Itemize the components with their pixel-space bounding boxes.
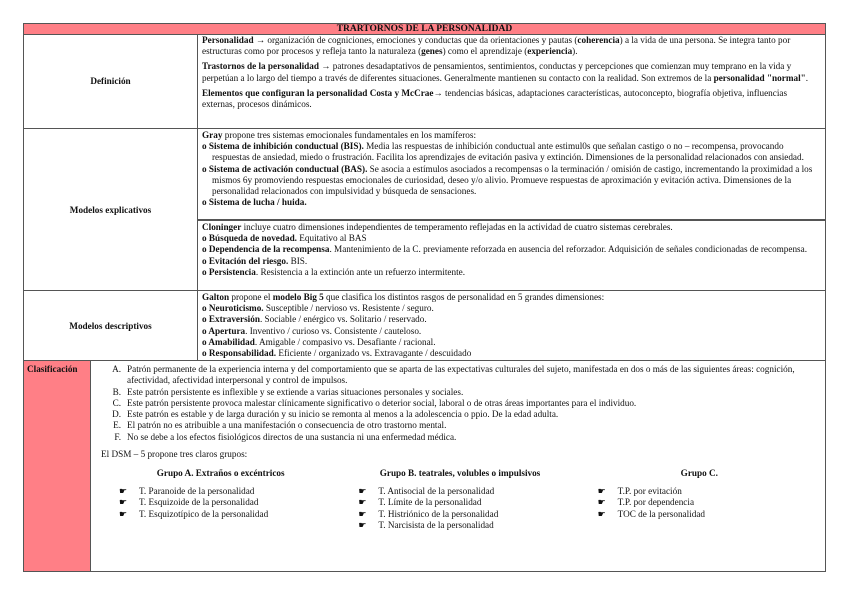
list-item: o Búsqueda de novedad. Equitativo al BAS (202, 233, 821, 244)
cloninger-model: Cloninger incluye cuatro dimensiones independientes de temperamento reflejadas en la actividad de cuatro sistemas cerebrales. o Búsqueda de novedad. Equitativo al BAS o Dependencia de la recompensa. Mantenimiento de la C. previamente reforzada en ausencia del reforzador. Adquisición de señales condicionadas de recompensa. o Evitación del riesgo. BIS. o Persistencia. Resistencia a la extinción ante un refuerzo intermitente. (198, 221, 825, 291)
list-item: o Neuroticismo. Susceptible / nervioso vs. Resistente / seguro. (202, 303, 821, 314)
criterion: B. Este patrón persistente es inflexible y se extiende a varias situaciones personales y sociales. (112, 386, 464, 397)
group-a: Grupo A. Extraños o excéntricos ☛ T. Paranoide de la personalidad ☛ T. Esquizoide de la personalidad ☛ T. Esquizotípico de la personalidad (101, 468, 340, 531)
def-trastornos: Trastornos de la personalidad → patrones desadaptativos de pensamientos, sentimientos, conductas y percepciones que comienzan muy temprano en la vida y perpetúan a lo largo del tiempo a través de diferentes situaciones. Generalmente mantienen su contacto con la realidad. Son extremos de la personalidad "normal". (202, 61, 809, 83)
hand-pointer-icon: ☛ (597, 497, 606, 508)
group-c: Grupo C. ☛ T.P. por evitación ☛ T.P. por dependencia ☛ TOC de la personalidad (580, 468, 819, 531)
hand-pointer-icon: ☛ (358, 485, 367, 496)
big5-model: Galton propone el modelo Big 5 que clasifica los distintos rasgos de personalidad en 5 grandes dimensiones: o Neuroticismo. Susceptible / nervioso vs. Resistente / seguro. o Extraversión. Sociable / enérgico vs. Solitario / reservado. o Apertura. Inventivo / curioso vs. Consistente / cauteloso. o Amabilidad. Amigable / compasivo vs. Desafiante / racional. o Responsabilidad. Eficiente / organizado vs. Extravagante / descuidado (198, 291, 825, 361)
group-title: Grupo A. Extraños o excéntricos (156, 468, 285, 479)
dsm-intro: El DSM – 5 propone tres claros grupos: (101, 449, 248, 460)
row-label-explicativos: Modelos explicativos (24, 129, 198, 291)
def-elementos: Elementos que configuran la personalidad Costa y McCrae→ tendencias básicas, adaptaciones características, autoconcepto, biografía objetiva, influencias externas, procesos dinámicos. (202, 87, 788, 110)
group-title: Grupo B. teatrales, volubles o impulsivos (379, 468, 541, 479)
definicion-content (198, 34, 825, 129)
criterion: E. El patrón no es atribuible a una manifestación o consecuencia de otro trastorno mental. (113, 420, 447, 431)
criterion: C. Este patrón persistente provoca malestar clínicamente significativo o deterior social, laboral o de otras áreas importantes para el individuo. (112, 397, 637, 408)
list-item: o Responsabilidad. Eficiente / organizado vs. Extravagante / descuidado (202, 348, 821, 359)
list-item: o Amabilidad. Amigable / compasivo vs. Desafiante / racional. (202, 337, 821, 348)
hand-pointer-icon: ☛ (597, 485, 606, 496)
row-label-clasificacion: Clasificación (24, 361, 91, 571)
table-title: TRARTORNOS DE LA PERSONALIDAD (24, 24, 825, 35)
list-item: o Sistema de inhibición conductual (BIS). Media las respuestas de inhibición conductual ante estimul0s que señalan castigo o no – recompensa, provocando respuestas de ansiedad, miedo o frustración. Facilita los aprendizajes de evitación pasiva y extinción. Dimensiones de la personalidad relacionados con ansiedad. (202, 141, 821, 163)
criterion: F. No se debe a los efectos fisiológicos directos de una sustancia ni una enfermedad médica. (114, 431, 457, 442)
personality-table (23, 23, 826, 572)
row-label-definicion: Definición (24, 34, 198, 129)
hand-pointer-icon: ☛ (119, 485, 128, 496)
hand-pointer-icon: ☛ (358, 497, 367, 508)
list-item: o Extraversión. Sociable / enérgico vs. Solitario / reservado. (202, 314, 821, 325)
list-item: o Persistencia. Resistencia a la extinción ante un refuerzo intermitente. (202, 267, 821, 278)
criterion: D. Este patrón es estable y de larga duración y su inicio se remonta al menos a la adolescencia o ppio. De la edad adulta. (112, 409, 559, 420)
def-personalidad: Personalidad → organización de cogniciones, emociones y conductas que da orientaciones y pautas (coherencia) a la vida de una persona. Se integra tanto por estructuras como por procesos y refleja tanto la naturaleza (genes) como el aprendizaje (experiencia). (202, 35, 791, 57)
hand-pointer-icon: ☛ (119, 508, 128, 519)
list-item: o Apertura. Inventivo / curioso vs. Consistente / cauteloso. (202, 326, 821, 337)
row-label-descriptivos: Modelos descriptivos (24, 291, 198, 361)
hand-pointer-icon: ☛ (597, 508, 606, 519)
group-title: Grupo C. (680, 468, 718, 479)
list-item: o Sistema de lucha / huida. (202, 197, 821, 208)
group-b: Grupo B. teatrales, volubles o impulsivos ☛ T. Antisocial de la personalidad ☛ T. Límite de la personalidad ☛ T. Histriónico de la personalidad ☛ T. Narcisista de la personalidad (340, 468, 579, 531)
list-item: o Dependencia de la recompensa. Mantenimiento de la C. previamente reforzada en ausencia del reforzador. Adquisición de señales condicionadas de recompensa. (202, 244, 821, 255)
list-item: o Evitación del riesgo. BIS. (202, 256, 821, 267)
criterion: A. Patrón permanente de la experiencia interna y del comportamiento que se aparta de las expectativas culturales del sujeto, manifestada en dos o más de las siguientes áreas: cognición, afectividad, afectividad interpersonal y control de impulsos. (112, 364, 795, 386)
gray-model: Gray propone tres sistemas emocionales fundamentales en los mamíferos: o Sistema de inhibición conductual (BIS). Media las respuestas de inhibición conductual ante estimul0s que señalan castigo o no – recompensa, provocando respuestas de ansiedad, miedo o frustración. Facilita los aprendizajes de evitación pasiva y extinción. Dimensiones de la personalidad relacionados con ansiedad. o Sistema de activación conductual (BAS). Se asocia a estímulos asociados a recompensas o la terminación / omisión de castigo, incrementando la proximidad a los mismos 6y promoviendo respuestas emocionales de curiosidad, deseo y/o alivio. Promueve respuestas de aproximación y evitación activa. Dimensiones de la personalidad relacionados con impulsividad y búsqueda de sensaciones. o Sistema de lucha / huida. (198, 129, 825, 221)
dsm-groups (101, 468, 819, 531)
list-item: o Sistema de activación conductual (BAS). Se asocia a estímulos asociados a recompensas o la terminación / omisión de castigo, incrementando la proximidad a los mismos 6y promoviendo respuestas emocionales de curiosidad, deseo y/o alivio. Promueve respuestas de aproximación y evitación activa. Dimensiones de la personalidad relacionados con impulsividad y búsqueda de sensaciones. (202, 164, 821, 198)
hand-pointer-icon: ☛ (358, 508, 367, 519)
hand-pointer-icon: ☛ (119, 497, 128, 508)
clasificacion-content (91, 361, 825, 571)
hand-pointer-icon: ☛ (358, 520, 367, 531)
